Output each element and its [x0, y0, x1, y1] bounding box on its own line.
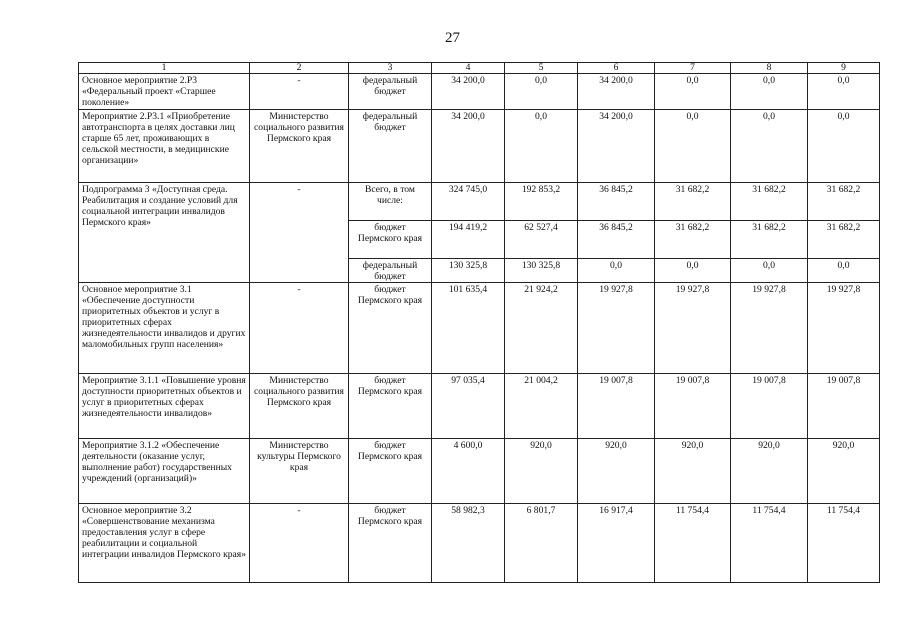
column-header: 9	[808, 63, 880, 74]
row-executor: Министерство социального развития Пермского края	[250, 110, 349, 183]
value-cell: 31 682,2	[731, 183, 808, 221]
value-cell: 6 801,7	[505, 504, 578, 583]
funding-source: бюджет Пермского края	[349, 221, 432, 259]
row-executor: -	[250, 183, 349, 283]
column-header: 2	[250, 63, 349, 74]
value-cell: 0,0	[808, 259, 880, 283]
value-cell: 36 845,2	[578, 221, 655, 259]
value-cell: 97 035,4	[432, 374, 505, 439]
funding-source: бюджет Пермского края	[349, 283, 432, 374]
value-cell: 11 754,4	[731, 504, 808, 583]
funding-source: бюджет Пермского края	[349, 374, 432, 439]
column-header: 1	[79, 63, 250, 74]
value-cell: 19 007,8	[808, 374, 880, 439]
funding-source: Всего, в том числе:	[349, 183, 432, 221]
row-name: Основное мероприятие 2.Р3 «Федеральный проект «Старшее поколение»	[79, 74, 250, 110]
value-cell: 192 853,2	[505, 183, 578, 221]
value-cell: 31 682,2	[655, 221, 731, 259]
value-cell: 0,0	[505, 110, 578, 183]
table-row	[79, 439, 880, 504]
value-cell: 920,0	[578, 439, 655, 504]
value-cell: 58 982,3	[432, 504, 505, 583]
value-cell: 0,0	[655, 110, 731, 183]
value-cell: 0,0	[578, 259, 655, 283]
value-cell: 920,0	[505, 439, 578, 504]
value-cell: 19 007,8	[578, 374, 655, 439]
value-cell: 0,0	[731, 74, 808, 110]
funding-source: федеральный бюджет	[349, 259, 432, 283]
row-executor: Министерство социального развития Пермского края	[250, 374, 349, 439]
value-cell: 34 200,0	[432, 110, 505, 183]
table-row	[79, 504, 880, 583]
column-header: 3	[349, 63, 432, 74]
row-name: Мероприятие 2.Р3.1 «Приобретение автотранспорта в целях доставки лиц старше 65 лет, проживающих в сельской местности, в медицинские организации»	[79, 110, 250, 183]
column-header: 5	[505, 63, 578, 74]
value-cell: 19 007,8	[731, 374, 808, 439]
value-cell: 34 200,0	[578, 74, 655, 110]
value-cell: 34 200,0	[432, 74, 505, 110]
row-executor: -	[250, 74, 349, 110]
value-cell: 11 754,4	[808, 504, 880, 583]
value-cell: 21 004,2	[505, 374, 578, 439]
value-cell: 19 927,8	[808, 283, 880, 374]
column-header: 6	[578, 63, 655, 74]
value-cell: 920,0	[808, 439, 880, 504]
value-cell: 34 200,0	[578, 110, 655, 183]
row-name: Мероприятие 3.1.1 «Повышение уровня доступности приоритетных объектов и услуг в приоритетных сферах жизнедеятельности инвалидов»	[79, 374, 250, 439]
row-name: Основное мероприятие 3.1 «Обеспечение доступности приоритетных объектов и услуг в приоритетных сферах жизнедеятельности инвалидов и других маломобильных групп населения»	[79, 283, 250, 374]
value-cell: 16 917,4	[578, 504, 655, 583]
funding-source: бюджет Пермского края	[349, 439, 432, 504]
column-header: 8	[731, 63, 808, 74]
value-cell: 19 927,8	[655, 283, 731, 374]
row-executor: Министерство культуры Пермского края	[250, 439, 349, 504]
row-executor: -	[250, 283, 349, 374]
value-cell: 19 007,8	[655, 374, 731, 439]
value-cell: 31 682,2	[655, 183, 731, 221]
header-row	[79, 63, 880, 74]
row-executor: -	[250, 504, 349, 583]
funding-source: федеральный бюджет	[349, 74, 432, 110]
row-name: Основное мероприятие 3.2 «Совершенствование механизма предоставления услуг в сфере реабилитации и социальной интеграции инвалидов Пермского края»	[79, 504, 250, 583]
table-row	[79, 283, 880, 374]
page-number: 27	[445, 30, 460, 46]
value-cell: 21 924,2	[505, 283, 578, 374]
table-row	[79, 183, 880, 221]
funding-source: бюджет Пермского края	[349, 504, 432, 583]
value-cell: 31 682,2	[808, 183, 880, 221]
value-cell: 130 325,8	[505, 259, 578, 283]
value-cell: 4 600,0	[432, 439, 505, 504]
value-cell: 101 635,4	[432, 283, 505, 374]
value-cell: 0,0	[655, 74, 731, 110]
row-name: Подпрограмма 3 «Доступная среда. Реабилитация и создание условий для социальной интеграции инвалидов Пермского края»	[79, 183, 250, 283]
value-cell: 0,0	[731, 259, 808, 283]
column-header: 4	[432, 63, 505, 74]
value-cell: 920,0	[655, 439, 731, 504]
value-cell: 36 845,2	[578, 183, 655, 221]
value-cell: 31 682,2	[808, 221, 880, 259]
budget-table	[78, 62, 880, 583]
row-name: Мероприятие 3.1.2 «Обеспечение деятельности (оказание услуг, выполнение работ) государственных учреждений (организаций)»	[79, 439, 250, 504]
funding-source: федеральный бюджет	[349, 110, 432, 183]
value-cell: 130 325,8	[432, 259, 505, 283]
value-cell: 0,0	[808, 74, 880, 110]
table-row	[79, 74, 880, 110]
value-cell: 19 927,8	[578, 283, 655, 374]
value-cell: 0,0	[731, 110, 808, 183]
value-cell: 0,0	[655, 259, 731, 283]
value-cell: 31 682,2	[731, 221, 808, 259]
table-row	[79, 110, 880, 183]
table-row	[79, 374, 880, 439]
value-cell: 920,0	[731, 439, 808, 504]
value-cell: 11 754,4	[655, 504, 731, 583]
value-cell: 194 419,2	[432, 221, 505, 259]
value-cell: 0,0	[808, 110, 880, 183]
value-cell: 0,0	[505, 74, 578, 110]
value-cell: 62 527,4	[505, 221, 578, 259]
value-cell: 19 927,8	[731, 283, 808, 374]
value-cell: 324 745,0	[432, 183, 505, 221]
column-header: 7	[655, 63, 731, 74]
